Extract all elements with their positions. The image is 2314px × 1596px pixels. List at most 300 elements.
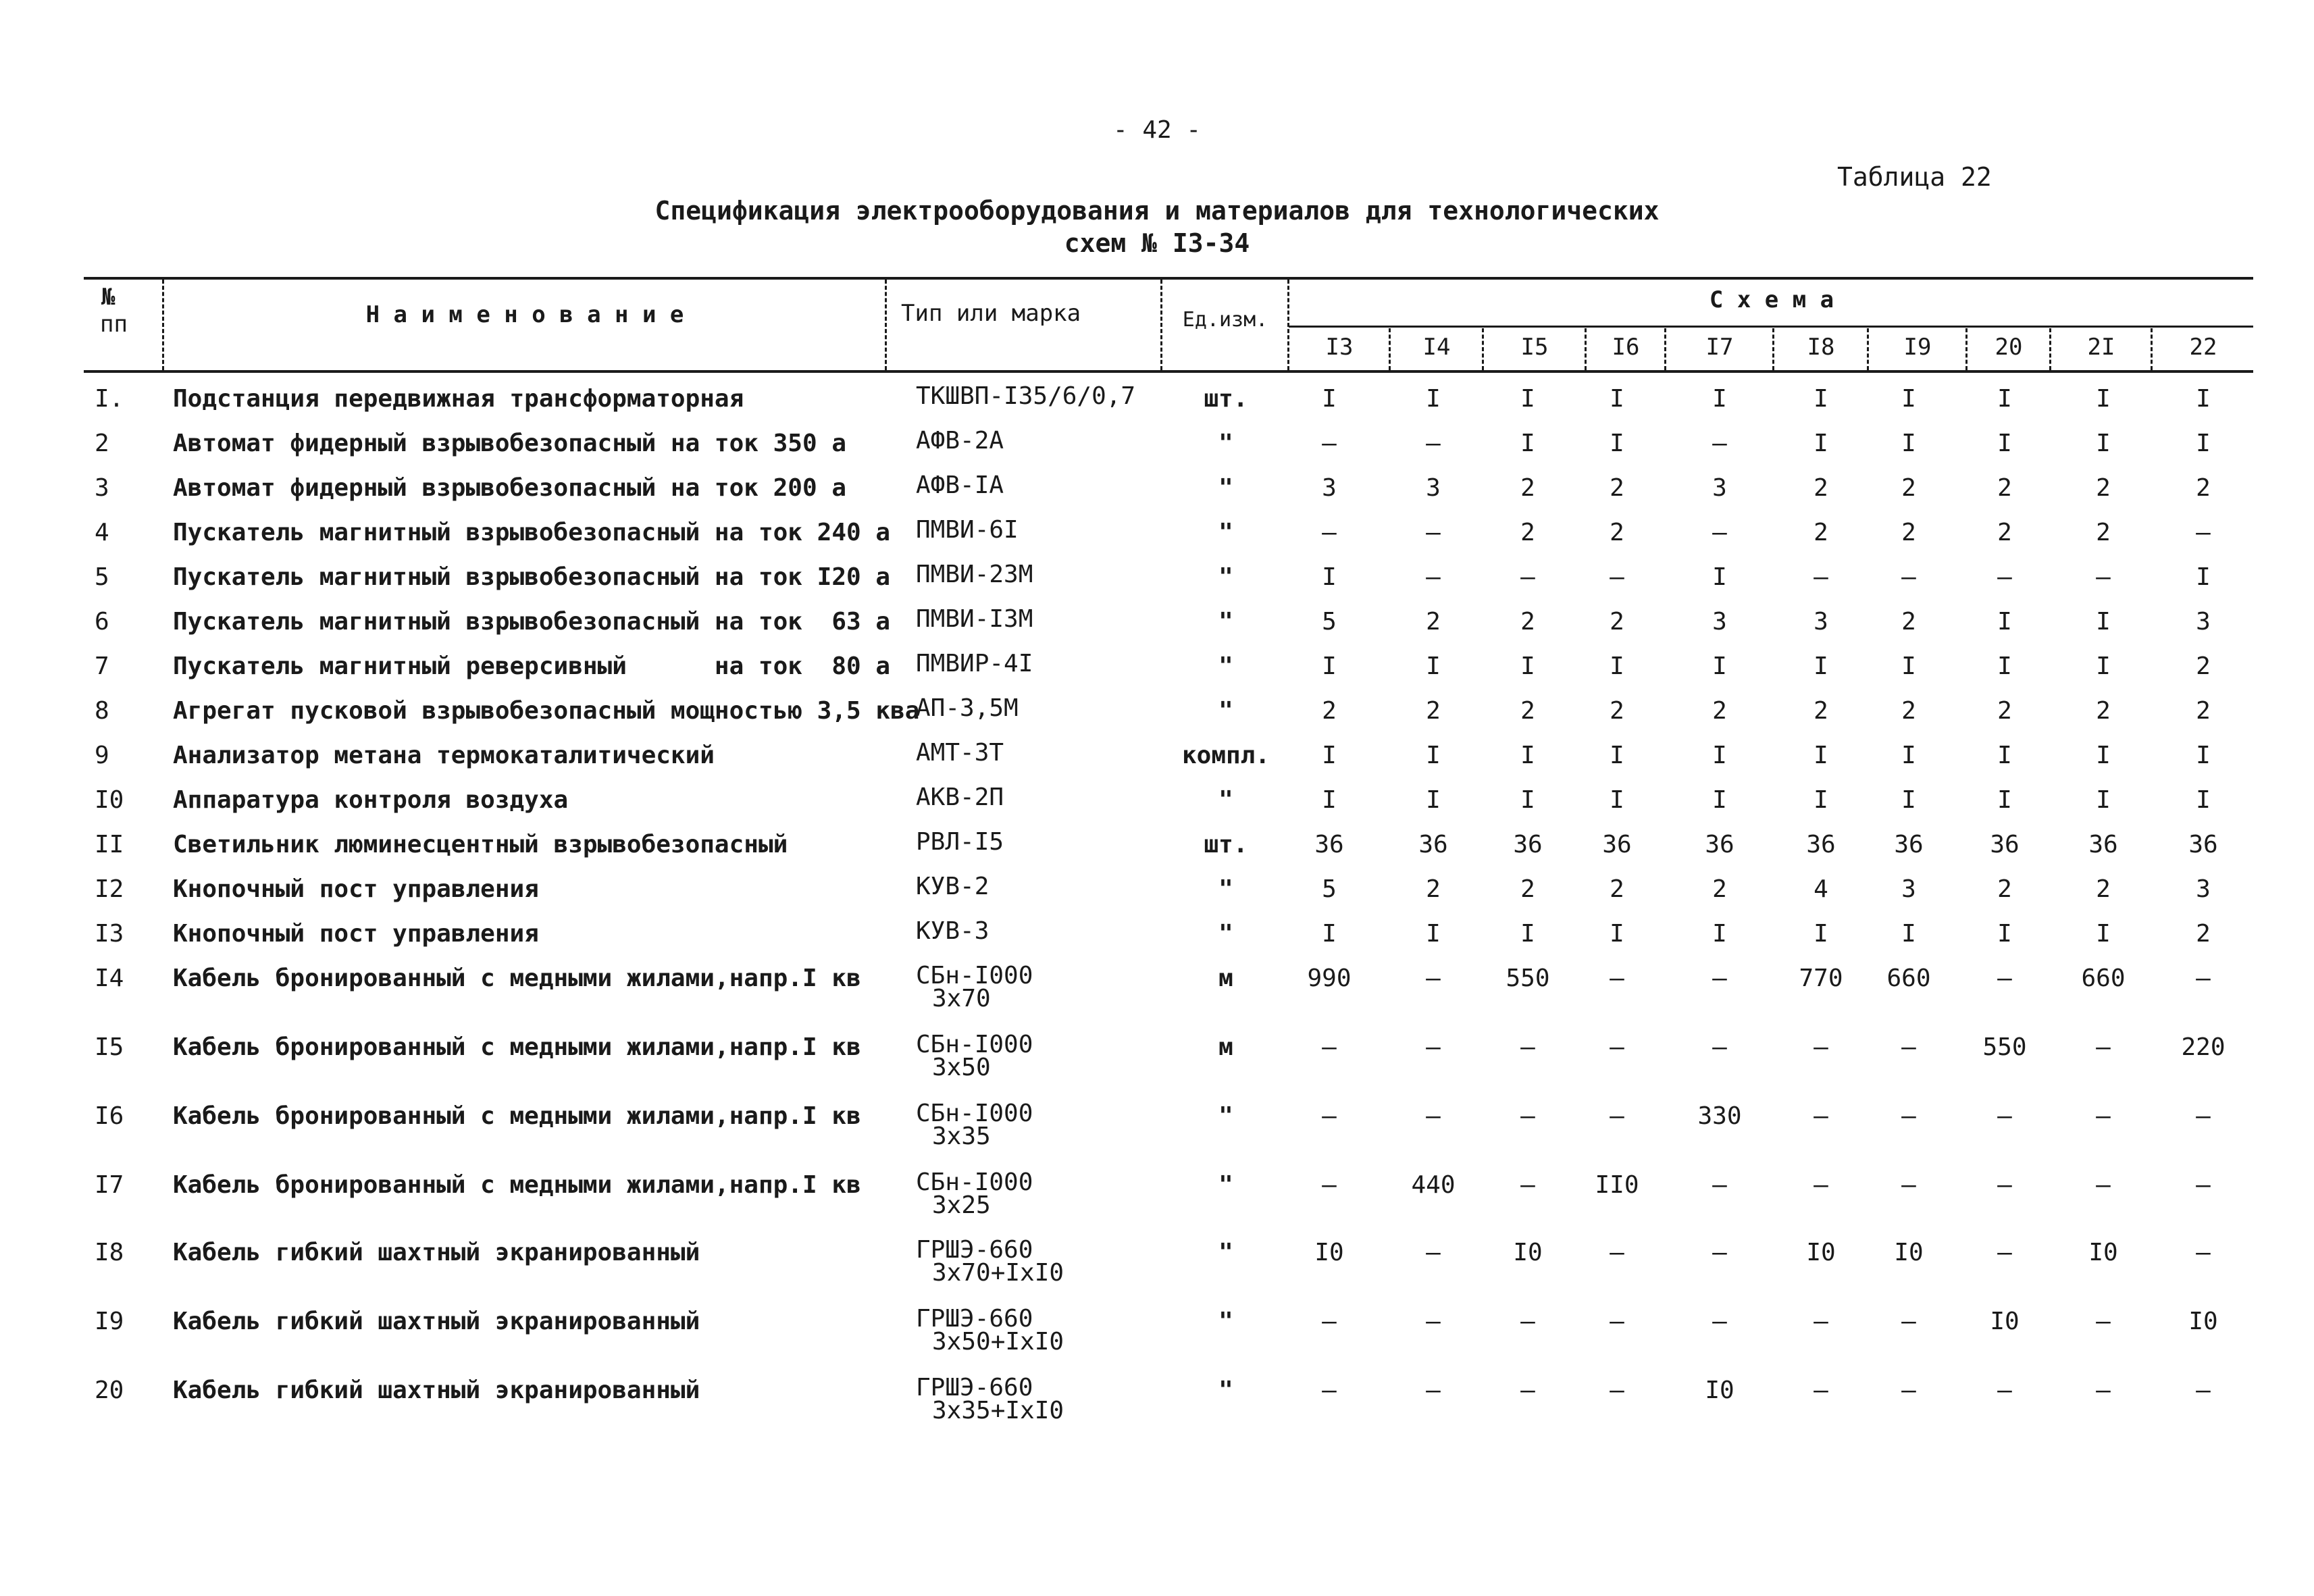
row-value-scheme-I7: I bbox=[1712, 652, 1727, 680]
row-number: I2 bbox=[95, 875, 124, 903]
row-value-scheme-I9: 660 bbox=[1886, 964, 1931, 992]
row-value-scheme-I4: 2 bbox=[1426, 608, 1441, 636]
row-number: 3 bbox=[95, 474, 109, 502]
row-value-scheme-22: 2 bbox=[2196, 652, 2211, 680]
row-value-scheme-2I: 2 bbox=[2096, 697, 2111, 725]
row-value-scheme-I4: – bbox=[1426, 964, 1441, 992]
row-unit: " bbox=[1218, 1102, 1233, 1130]
row-unit: шт. bbox=[1204, 831, 1248, 858]
row-value-scheme-22: 3 bbox=[2196, 608, 2211, 636]
row-value-scheme-I3: I bbox=[1322, 742, 1337, 769]
row-name: Светильник люминесцентный взрывобезопасный bbox=[173, 831, 788, 858]
row-value-scheme-I3: 5 bbox=[1322, 875, 1337, 903]
row-value-scheme-22: 3 bbox=[2196, 875, 2211, 903]
col-divider-s22 bbox=[2151, 328, 2153, 370]
row-value-scheme-20: 2 bbox=[1997, 697, 2012, 725]
row-value-scheme-22: 2 bbox=[2196, 920, 2211, 948]
row-name: Кнопочный пост управления bbox=[173, 875, 539, 903]
row-unit: " bbox=[1218, 920, 1233, 948]
row-value-scheme-2I: – bbox=[2096, 1102, 2111, 1130]
row-type-line1: АФВ-2А bbox=[916, 427, 1004, 455]
row-value-scheme-22: – bbox=[2196, 1376, 2211, 1404]
row-value-scheme-20: 550 bbox=[1982, 1033, 2027, 1061]
table-row bbox=[0, 917, 2314, 960]
row-type bbox=[916, 1168, 1033, 1219]
row-value-scheme-I4: – bbox=[1426, 1376, 1441, 1404]
table-row bbox=[0, 739, 2314, 782]
col-divider-s19 bbox=[1867, 328, 1869, 370]
row-unit: " bbox=[1218, 1239, 1233, 1266]
row-type bbox=[916, 1102, 1033, 1148]
row-unit: " bbox=[1218, 519, 1233, 546]
row-value-scheme-I6: – bbox=[1610, 1308, 1624, 1335]
row-type-line2: 3х50+IхI0 bbox=[932, 1328, 1064, 1356]
row-value-scheme-I6: I bbox=[1610, 430, 1624, 457]
row-number: I8 bbox=[95, 1239, 124, 1266]
row-value-scheme-I4: 2 bbox=[1426, 697, 1441, 725]
row-value-scheme-I4: I bbox=[1426, 920, 1441, 948]
row-unit: компл. bbox=[1181, 742, 1270, 769]
row-value-scheme-I3: – bbox=[1322, 430, 1337, 457]
col-divider-unit bbox=[1287, 280, 1289, 370]
row-value-scheme-I3: I bbox=[1322, 786, 1337, 814]
row-value-scheme-I6: – bbox=[1610, 1033, 1624, 1061]
row-value-scheme-I3: – bbox=[1322, 1033, 1337, 1061]
row-unit: м bbox=[1218, 1033, 1233, 1061]
row-unit: м bbox=[1218, 964, 1233, 992]
row-value-scheme-I9: I bbox=[1901, 786, 1916, 814]
row-value-scheme-I4: – bbox=[1426, 563, 1441, 591]
row-type-line1: ПМВИ-I3М bbox=[916, 605, 1033, 633]
row-value-scheme-I7: – bbox=[1712, 1171, 1727, 1199]
table-row bbox=[0, 516, 2314, 559]
row-type bbox=[916, 875, 989, 898]
table-row bbox=[0, 1374, 2314, 1424]
row-value-scheme-20: I bbox=[1997, 652, 2012, 680]
row-value-scheme-I9: – bbox=[1901, 1376, 1916, 1404]
row-value-scheme-I6: I bbox=[1610, 786, 1624, 814]
row-type bbox=[916, 1376, 1064, 1422]
row-value-scheme-I4: 2 bbox=[1426, 875, 1441, 903]
row-type-line2: 3х35 bbox=[932, 1123, 991, 1150]
row-value-scheme-22: – bbox=[2196, 1171, 2211, 1199]
row-value-scheme-I8: – bbox=[1814, 1171, 1828, 1199]
row-type-line1: ПМВИ-23М bbox=[916, 561, 1033, 588]
row-type bbox=[916, 739, 1004, 767]
row-type bbox=[916, 427, 1004, 455]
row-value-scheme-I8: 770 bbox=[1799, 964, 1843, 992]
row-value-scheme-I4: – bbox=[1426, 1033, 1441, 1061]
row-value-scheme-I7: – bbox=[1712, 430, 1727, 457]
row-value-scheme-22: 2 bbox=[2196, 474, 2211, 502]
row-type-line1: АП-3,5М bbox=[916, 694, 1019, 722]
header-scheme: С х е м а bbox=[1709, 286, 1834, 313]
row-name: Пускатель магнитный взрывобезопасный на ток 63 а bbox=[173, 608, 891, 636]
row-unit: " bbox=[1218, 875, 1233, 903]
row-value-scheme-I8: I bbox=[1814, 920, 1828, 948]
row-value-scheme-I4: I bbox=[1426, 786, 1441, 814]
row-value-scheme-I6: 2 bbox=[1610, 474, 1624, 502]
row-name: Аппаратура контроля воздуха bbox=[173, 786, 569, 814]
row-value-scheme-I4: I bbox=[1426, 385, 1441, 413]
row-value-scheme-I6: – bbox=[1610, 1239, 1624, 1266]
row-type-line1: ТКШВП-I35/6/0,7 bbox=[916, 382, 1136, 410]
row-name: Кнопочный пост управления bbox=[173, 920, 539, 948]
header-scheme-15: I5 bbox=[1520, 334, 1549, 361]
row-value-scheme-I7: I bbox=[1712, 786, 1727, 814]
row-type bbox=[916, 563, 1033, 586]
row-name: Кабель бронированный с медными жилами,напр.I кв bbox=[173, 1033, 861, 1061]
row-value-scheme-I5: 550 bbox=[1506, 964, 1550, 992]
row-value-scheme-22: – bbox=[2196, 964, 2211, 992]
row-value-scheme-I9: I bbox=[1901, 430, 1916, 457]
row-value-scheme-I6: 2 bbox=[1610, 608, 1624, 636]
row-value-scheme-I9: I bbox=[1901, 385, 1916, 413]
row-type-line1: ГРШЭ-660 bbox=[916, 1305, 1033, 1333]
row-type bbox=[916, 1305, 1064, 1356]
row-value-scheme-20: I bbox=[1997, 742, 2012, 769]
row-value-scheme-I3: 5 bbox=[1322, 608, 1337, 636]
row-unit: " bbox=[1218, 474, 1233, 502]
row-type-line2: 3х35+IхI0 bbox=[932, 1397, 1064, 1424]
row-type-line1: АКВ-2П bbox=[916, 783, 1004, 811]
row-name: Агрегат пусковой взрывобезопасный мощностью 3,5 ква bbox=[173, 697, 920, 725]
row-type-line2: 3х70+IхI0 bbox=[932, 1259, 1064, 1287]
row-value-scheme-I4: 440 bbox=[1411, 1171, 1456, 1199]
row-value-scheme-I7: – bbox=[1712, 964, 1727, 992]
row-name: Анализатор метана термокаталитический bbox=[173, 742, 715, 769]
row-value-scheme-20: I bbox=[1997, 608, 2012, 636]
row-value-scheme-22: I0 bbox=[2188, 1308, 2218, 1335]
header-scheme-22: 22 bbox=[2189, 334, 2217, 361]
row-type bbox=[916, 516, 1019, 544]
row-value-scheme-I5: 2 bbox=[1520, 474, 1535, 502]
table-title-line1: Спецификация электрооборудования и материалов для технологических bbox=[654, 196, 1660, 226]
row-number: 4 bbox=[95, 519, 109, 546]
row-value-scheme-I7: 36 bbox=[1705, 831, 1734, 858]
row-value-scheme-I7: 330 bbox=[1697, 1102, 1742, 1130]
row-value-scheme-I5: 2 bbox=[1520, 608, 1535, 636]
row-value-scheme-2I: 660 bbox=[2081, 964, 2126, 992]
row-value-scheme-I7: – bbox=[1712, 1033, 1727, 1061]
row-type-line1: РВЛ-I5 bbox=[916, 828, 1004, 856]
table-row bbox=[0, 962, 2314, 1012]
row-type-line1: СБн-I000 bbox=[916, 1031, 1033, 1058]
row-number: 9 bbox=[95, 742, 109, 769]
row-value-scheme-I7: I bbox=[1712, 920, 1727, 948]
row-value-scheme-2I: I bbox=[2096, 608, 2111, 636]
col-divider-name bbox=[885, 280, 887, 370]
row-value-scheme-20: I0 bbox=[1990, 1308, 2020, 1335]
row-value-scheme-2I: I0 bbox=[2088, 1239, 2118, 1266]
row-value-scheme-I7: I bbox=[1712, 563, 1727, 591]
row-type-line1: СБн-I000 bbox=[916, 962, 1033, 989]
header-scheme-14: I4 bbox=[1422, 334, 1451, 361]
row-value-scheme-I8: – bbox=[1814, 1376, 1828, 1404]
row-value-scheme-I7: 3 bbox=[1712, 608, 1727, 636]
row-value-scheme-I3: – bbox=[1322, 1102, 1337, 1130]
table-row bbox=[0, 694, 2314, 738]
row-name: Кабель бронированный с медными жилами,напр.I кв bbox=[173, 1171, 861, 1199]
row-value-scheme-I8: 36 bbox=[1806, 831, 1836, 858]
row-value-scheme-2I: I bbox=[2096, 430, 2111, 457]
row-value-scheme-I6: I bbox=[1610, 920, 1624, 948]
row-value-scheme-I5: – bbox=[1520, 1102, 1535, 1130]
row-value-scheme-2I: 2 bbox=[2096, 474, 2111, 502]
row-value-scheme-2I: 2 bbox=[2096, 519, 2111, 546]
row-name: Автомат фидерный взрывобезопасный на ток 200 а bbox=[173, 474, 846, 502]
row-unit: " bbox=[1218, 608, 1233, 636]
row-value-scheme-I7: – bbox=[1712, 1308, 1727, 1335]
row-number: I9 bbox=[95, 1308, 124, 1335]
header-scheme-21: 2I bbox=[2087, 334, 2115, 361]
header-num-sub: пп bbox=[100, 311, 128, 338]
row-value-scheme-I9: 36 bbox=[1894, 831, 1924, 858]
row-value-scheme-I4: – bbox=[1426, 1102, 1441, 1130]
row-type bbox=[916, 1236, 1064, 1287]
row-number: 20 bbox=[95, 1376, 124, 1404]
header-scheme-18: I8 bbox=[1807, 334, 1835, 361]
row-value-scheme-I3: – bbox=[1322, 1376, 1337, 1404]
row-value-scheme-22: I bbox=[2196, 385, 2211, 413]
row-value-scheme-2I: – bbox=[2096, 1376, 2111, 1404]
row-value-scheme-2I: – bbox=[2096, 1171, 2111, 1199]
row-value-scheme-I6: 2 bbox=[1610, 697, 1624, 725]
table-top-rule bbox=[84, 277, 2253, 280]
row-value-scheme-I4: – bbox=[1426, 519, 1441, 546]
table-row bbox=[0, 1100, 2314, 1150]
table-row bbox=[0, 563, 2314, 604]
row-type bbox=[916, 382, 1136, 410]
row-name: Подстанция передвижная трансформаторная bbox=[173, 385, 744, 413]
table-row bbox=[0, 1031, 2314, 1081]
row-unit: шт. bbox=[1204, 385, 1248, 413]
row-value-scheme-I4: 3 bbox=[1426, 474, 1441, 502]
col-divider-s15 bbox=[1482, 328, 1484, 370]
row-value-scheme-I9: – bbox=[1901, 1308, 1916, 1335]
row-value-scheme-I4: 36 bbox=[1418, 831, 1448, 858]
row-type-line1: КУВ-3 bbox=[916, 917, 989, 945]
row-unit: " bbox=[1218, 1171, 1233, 1199]
row-value-scheme-I7: I0 bbox=[1705, 1376, 1734, 1404]
col-divider-num bbox=[162, 280, 164, 370]
row-number: 2 bbox=[95, 430, 109, 457]
row-value-scheme-I5: I0 bbox=[1513, 1239, 1543, 1266]
row-value-scheme-22: 220 bbox=[2181, 1033, 2226, 1061]
row-value-scheme-I3: 2 bbox=[1322, 697, 1337, 725]
row-value-scheme-I7: I bbox=[1712, 385, 1727, 413]
scheme-subheader-rule bbox=[1289, 326, 2253, 328]
row-value-scheme-I5: – bbox=[1520, 1308, 1535, 1335]
row-value-scheme-I9: I bbox=[1901, 920, 1916, 948]
row-unit: " bbox=[1218, 430, 1233, 457]
header-scheme-13: I3 bbox=[1325, 334, 1354, 361]
row-value-scheme-2I: – bbox=[2096, 1033, 2111, 1061]
row-number: II bbox=[95, 831, 124, 858]
row-value-scheme-2I: – bbox=[2096, 1308, 2111, 1335]
row-number: 8 bbox=[95, 697, 109, 725]
row-value-scheme-I5: – bbox=[1520, 1376, 1535, 1404]
row-number: I0 bbox=[95, 786, 124, 814]
row-value-scheme-I9: – bbox=[1901, 1033, 1916, 1061]
row-value-scheme-2I: 36 bbox=[2088, 831, 2118, 858]
row-value-scheme-I9: 2 bbox=[1901, 697, 1916, 725]
row-number: I4 bbox=[95, 964, 124, 992]
row-value-scheme-I6: – bbox=[1610, 1102, 1624, 1130]
row-value-scheme-I8: 4 bbox=[1814, 875, 1828, 903]
row-name: Кабель бронированный с медными жилами,напр.I кв bbox=[173, 1102, 861, 1130]
row-value-scheme-I7: – bbox=[1712, 519, 1727, 546]
row-type-line2: 3х70 bbox=[932, 985, 991, 1012]
col-divider-s17 bbox=[1664, 328, 1666, 370]
row-number: 6 bbox=[95, 608, 109, 636]
row-value-scheme-I8: 2 bbox=[1814, 697, 1828, 725]
row-type bbox=[916, 917, 989, 945]
row-value-scheme-I9: 2 bbox=[1901, 608, 1916, 636]
row-value-scheme-I3: I bbox=[1322, 652, 1337, 680]
row-value-scheme-2I: 2 bbox=[2096, 875, 2111, 903]
header-unit: Ед.изм. bbox=[1182, 308, 1268, 332]
row-type-line1: ГРШЭ-660 bbox=[916, 1236, 1033, 1264]
row-name: Пускатель магнитный взрывобезопасный на ток I20 а bbox=[173, 563, 891, 591]
row-name: Пускатель магнитный реверсивный на ток 80 а bbox=[173, 652, 891, 680]
row-value-scheme-22: 36 bbox=[2188, 831, 2218, 858]
row-unit: " bbox=[1218, 786, 1233, 814]
row-value-scheme-I5: I bbox=[1520, 786, 1535, 814]
row-number: I7 bbox=[95, 1171, 124, 1199]
row-value-scheme-I8: I0 bbox=[1806, 1239, 1836, 1266]
row-value-scheme-20: – bbox=[1997, 1239, 2012, 1266]
row-value-scheme-I3: I bbox=[1322, 385, 1337, 413]
row-unit: " bbox=[1218, 697, 1233, 725]
row-value-scheme-I8: I bbox=[1814, 385, 1828, 413]
row-unit: " bbox=[1218, 652, 1233, 680]
table-row bbox=[0, 875, 2314, 916]
row-type-line1: ГРШЭ-660 bbox=[916, 1374, 1033, 1401]
row-value-scheme-I6: – bbox=[1610, 563, 1624, 591]
col-divider-s16 bbox=[1585, 328, 1587, 370]
row-value-scheme-I4: – bbox=[1426, 1308, 1441, 1335]
row-type bbox=[916, 694, 1019, 722]
row-value-scheme-I6: – bbox=[1610, 1376, 1624, 1404]
row-value-scheme-I8: 2 bbox=[1814, 474, 1828, 502]
row-value-scheme-20: 2 bbox=[1997, 875, 2012, 903]
row-value-scheme-I6: I bbox=[1610, 652, 1624, 680]
row-value-scheme-I9: 2 bbox=[1901, 474, 1916, 502]
header-name: Н а и м е н о в а н и е bbox=[365, 301, 684, 328]
row-type-line1: ПМВИР-4I bbox=[916, 650, 1033, 677]
row-value-scheme-I3: 36 bbox=[1314, 831, 1344, 858]
row-value-scheme-I4: – bbox=[1426, 430, 1441, 457]
row-value-scheme-I9: I0 bbox=[1894, 1239, 1924, 1266]
table-row bbox=[0, 382, 2314, 426]
col-divider-s20 bbox=[1965, 328, 1968, 370]
row-value-scheme-22: I bbox=[2196, 742, 2211, 769]
table-label: Таблица 22 bbox=[1837, 162, 1992, 192]
row-number: I3 bbox=[95, 920, 124, 948]
row-value-scheme-I5: – bbox=[1520, 1033, 1535, 1061]
row-value-scheme-I3: I0 bbox=[1314, 1239, 1344, 1266]
table-row bbox=[0, 783, 2314, 827]
row-value-scheme-I7: – bbox=[1712, 1239, 1727, 1266]
row-type-line2: 3х50 bbox=[932, 1054, 991, 1081]
row-unit: " bbox=[1218, 1308, 1233, 1335]
row-type-line1: ПМВИ-6I bbox=[916, 516, 1019, 544]
row-value-scheme-I5: I bbox=[1520, 430, 1535, 457]
row-type bbox=[916, 652, 1033, 675]
row-value-scheme-I7: 2 bbox=[1712, 697, 1727, 725]
row-value-scheme-20: – bbox=[1997, 1102, 2012, 1130]
row-value-scheme-22: I bbox=[2196, 430, 2211, 457]
row-value-scheme-22: I bbox=[2196, 563, 2211, 591]
row-type bbox=[916, 605, 1033, 633]
row-value-scheme-I8: – bbox=[1814, 563, 1828, 591]
row-type-line1: КУВ-2 bbox=[916, 873, 989, 900]
table-row bbox=[0, 605, 2314, 648]
row-value-scheme-20: – bbox=[1997, 964, 2012, 992]
row-value-scheme-I9: I bbox=[1901, 742, 1916, 769]
row-name: Кабель бронированный с медными жилами,напр.I кв bbox=[173, 964, 861, 992]
row-value-scheme-20: – bbox=[1997, 1171, 2012, 1199]
row-value-scheme-I5: 2 bbox=[1520, 875, 1535, 903]
row-value-scheme-22: – bbox=[2196, 1102, 2211, 1130]
row-value-scheme-20: 2 bbox=[1997, 474, 2012, 502]
row-number: I5 bbox=[95, 1033, 124, 1061]
header-scheme-20: 20 bbox=[1995, 334, 2023, 361]
row-value-scheme-2I: I bbox=[2096, 742, 2111, 769]
table-row bbox=[0, 427, 2314, 470]
row-value-scheme-I4: I bbox=[1426, 652, 1441, 680]
row-value-scheme-I9: – bbox=[1901, 563, 1916, 591]
row-unit: " bbox=[1218, 563, 1233, 591]
table-row bbox=[0, 471, 2314, 515]
row-type-line2: 3х25 bbox=[932, 1191, 991, 1219]
row-value-scheme-20: I bbox=[1997, 385, 2012, 413]
table-row bbox=[0, 652, 2314, 693]
row-number: I6 bbox=[95, 1102, 124, 1130]
row-name: Кабель гибкий шахтный экранированный bbox=[173, 1239, 700, 1266]
row-name: Кабель гибкий шахтный экранированный bbox=[173, 1308, 700, 1335]
row-value-scheme-I5: I bbox=[1520, 385, 1535, 413]
row-value-scheme-I3: – bbox=[1322, 1171, 1337, 1199]
header-bottom-rule bbox=[84, 370, 2253, 373]
row-value-scheme-20: – bbox=[1997, 1376, 2012, 1404]
row-value-scheme-I9: – bbox=[1901, 1102, 1916, 1130]
row-value-scheme-2I: – bbox=[2096, 563, 2111, 591]
row-value-scheme-2I: I bbox=[2096, 786, 2111, 814]
row-value-scheme-I9: 2 bbox=[1901, 519, 1916, 546]
col-divider-s21 bbox=[2049, 328, 2051, 370]
row-type-line1: АМТ-3Т bbox=[916, 739, 1004, 767]
col-divider-type bbox=[1160, 280, 1162, 370]
row-value-scheme-I6: – bbox=[1610, 964, 1624, 992]
row-value-scheme-I3: 990 bbox=[1307, 964, 1352, 992]
col-divider-s18 bbox=[1772, 328, 1774, 370]
table-title-line2: схем № I3-34 bbox=[1064, 228, 1250, 258]
row-value-scheme-I7: I bbox=[1712, 742, 1727, 769]
row-type-line1: СБн-I000 bbox=[916, 1168, 1033, 1196]
row-value-scheme-I8: I bbox=[1814, 430, 1828, 457]
row-value-scheme-I4: – bbox=[1426, 1239, 1441, 1266]
row-value-scheme-20: – bbox=[1997, 563, 2012, 591]
row-value-scheme-I6: II0 bbox=[1595, 1171, 1639, 1199]
row-value-scheme-I6: 2 bbox=[1610, 519, 1624, 546]
row-value-scheme-I5: 2 bbox=[1520, 697, 1535, 725]
row-value-scheme-I5: 36 bbox=[1513, 831, 1543, 858]
header-scheme-17: I7 bbox=[1705, 334, 1734, 361]
row-value-scheme-22: I bbox=[2196, 786, 2211, 814]
row-value-scheme-I3: I bbox=[1322, 563, 1337, 591]
